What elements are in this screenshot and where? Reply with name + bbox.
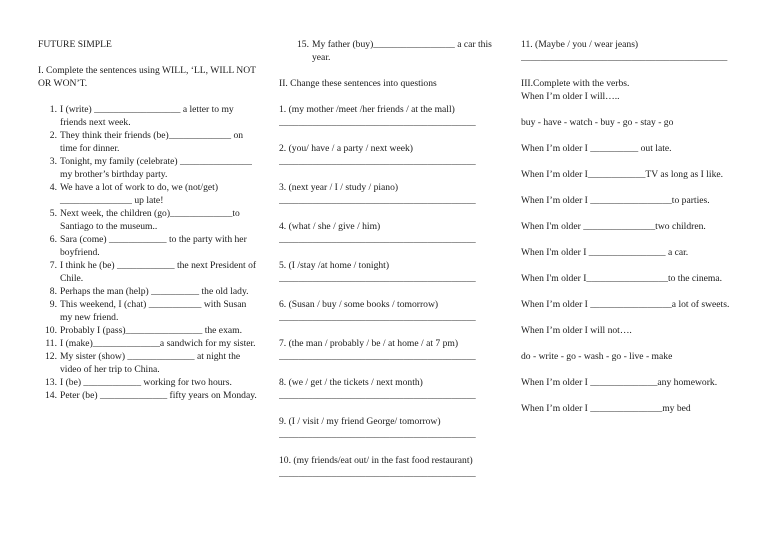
exercise-2-question [279,142,497,168]
item-number: 1. [49,104,57,115]
item-number: 3. [49,156,57,167]
completion-sentence: When I’m older I __________ out late. [521,143,672,154]
exercise-1-item [38,233,260,259]
exercise-1-continued [290,38,497,64]
item-number: 11. [45,338,57,349]
question-prompt: 9. (I / visit / my friend George/ tomorrow) [279,416,441,427]
exercise-2-list [279,103,497,480]
exercise-3-lead-will-not: When I’m older I will not…. [521,325,632,336]
completion-sentence: When I’m older I _________________to parties. [521,195,710,206]
exercise-2-question [279,298,497,324]
exercise-1-item [38,181,260,207]
exercise-1-item [38,207,260,233]
exercise-1-list [38,103,260,402]
exercise-2-question [279,376,497,402]
answer-line: _________________________________________ [279,351,476,362]
exercise-3-will-not-list [521,376,737,415]
completion-sentence: When I’m older I____________TV as long as I like. [521,169,724,180]
item-text: They think their friends (be)_____________ on time for dinner. [60,130,244,154]
question-prompt: 3. (next year / I / study / piano) [279,182,399,193]
question-prompt: 5. (I /stay /at home / tonight) [279,260,390,271]
item-number: 10. [45,325,57,336]
item-text: Next week, the children (go)_____________to Santiago to the museum.. [60,208,240,232]
completion-sentence: When I'm older I ________________ a car. [521,247,689,258]
answer-line: _________________________________________ [279,390,476,401]
item-number: 2. [49,130,57,141]
exercise-1-item [38,376,260,389]
question-prompt: 7. (the man / probably / be / at home / at 7 pm) [279,338,459,349]
completion-sentence: When I'm older I_________________to the cinema. [521,273,723,284]
worksheet-title: FUTURE SIMPLE [38,39,112,50]
answer-line: _________________________________________ [279,195,476,206]
item-text: I (be) ____________ working for two hours. [60,377,232,388]
exercise-2-question [279,220,497,246]
exercise-1-item [38,337,260,350]
question-prompt: 2. (you/ have / a party / next week) [279,143,413,154]
answer-line: _________________________________________ [279,273,476,284]
exercise-2-question [279,103,497,129]
item-text: I (make)______________a sandwich for my sister. [60,338,256,349]
item-text: Sara (come) ____________ to the party with her boyfriend. [60,234,247,258]
completion-sentence: When I'm older _______________two children. [521,221,706,232]
item-text: We have a lot of work to do, we (not/get) _______________ up late! [60,182,219,206]
exercise-2-question [279,415,497,441]
item-number: 4. [49,182,57,193]
item-text: This weekend, I (chat) ___________ with Susan my new friend. [60,299,247,323]
exercise-1-item [290,38,497,64]
exercise-1-item [38,285,260,298]
item-number: 14. [45,390,57,401]
column-2 [279,38,497,493]
exercise-1-item [38,324,260,337]
item-text: Peter (be) ______________ fifty years on Monday. [60,390,257,401]
verb-list-will-not: do - write - go - wash - go - live - make [521,351,673,362]
answer-line: _________________________________________ [279,234,476,245]
exercise-2-instruction: II. Change these sentences into questions [279,78,437,89]
verb-list-will: buy - have - watch - buy - go - stay - go [521,117,674,128]
question-prompt: 10. (my friends/eat out/ in the fast food restaurant) [279,455,473,466]
answer-line: _________________________________________ [279,429,476,440]
exercise-3-will-list [521,142,737,311]
answer-line: _________________________________________ [279,156,476,167]
question-prompt: 8. (we / get / the tickets / next month) [279,377,423,388]
item-number: 15. [297,39,309,50]
item-text: Perhaps the man (help) __________ the old lady. [60,286,249,297]
exercise-1-item [38,155,260,181]
item-number: 9. [49,299,57,310]
question-prompt: 4. (what / she / give / him) [279,221,381,232]
item-text: My sister (show) ______________ at night the video of her trip to China. [60,351,241,375]
item-text: I think he (be) ____________ the next President of Chile. [60,260,257,284]
exercise-3-instruction: III.Complete with the verbs. [521,78,630,89]
column-3 [521,38,737,415]
exercise-1-item [38,298,260,324]
item-text: My father (buy)_________________ a car this year. [312,39,492,63]
item-number: 5. [49,208,57,219]
item-number: 13. [45,377,57,388]
question-prompt: 1. (my mother /meet /her friends / at the mall) [279,104,455,115]
answer-line: _________________________________________ [279,312,476,323]
exercise-2-question [279,181,497,207]
item-number: 8. [49,286,57,297]
item-number: 12. [45,351,57,362]
completion-sentence: When I’m older I _________________a lot of sweets. [521,299,730,310]
answer-line: _________________________________________ [279,468,476,479]
exercise-3-lead-will: When I’m older I will….. [521,91,620,102]
exercise-1-item [38,350,260,376]
item-number: 7. [49,260,57,271]
exercise-1-item [38,259,260,285]
exercise-2-question [279,337,497,363]
exercise-2-question: 11. (Maybe / you / wear jeans) [521,39,639,50]
exercise-1-item [38,129,260,155]
exercise-1-item [38,389,260,402]
item-text: I (write) __________________ a letter to my friends next week. [60,104,234,128]
exercise-2-question [279,454,497,480]
column-1 [38,38,260,402]
completion-sentence: When I’m older I ______________any homework. [521,377,718,388]
exercise-1-instruction: I. Complete the sentences using WILL, ‘LL, WILL NOT OR WON’T. [38,65,256,89]
question-prompt: 6. (Susan / buy / some books / tomorrow) [279,299,439,310]
item-number: 6. [49,234,57,245]
exercise-2-question [279,259,497,285]
item-text: Probably I (pass)________________ the exam. [60,325,242,336]
exercise-1-item [38,103,260,129]
answer-line: ___________________________________________ [521,52,728,63]
answer-line: _________________________________________ [279,117,476,128]
completion-sentence: When I’m older I _______________my bed [521,403,691,414]
item-text: Tonight, my family (celebrate) _______________ my brother’s birthday party. [60,156,252,180]
